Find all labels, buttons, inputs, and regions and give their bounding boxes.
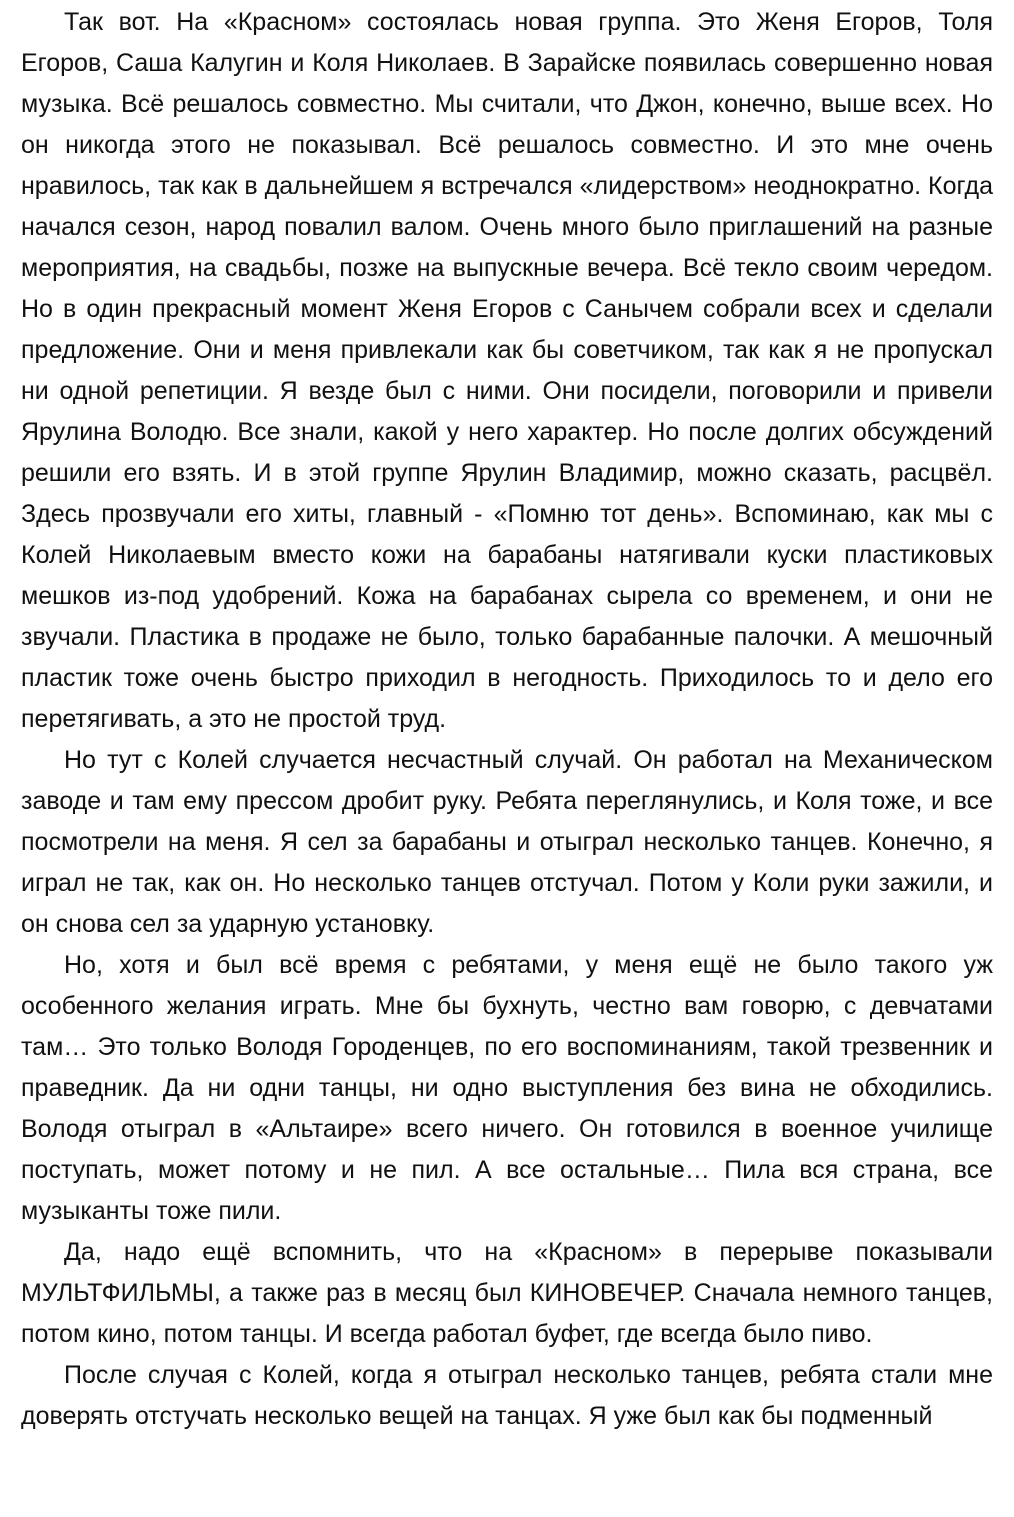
paragraph: После случая с Колей, когда я отыграл несколько танцев, ребята стали мне доверять отстучать несколько вещей на танцах. Я уже был как бы подменный (21, 1361, 993, 1430)
paragraph: Но, хотя и был всё время с ребятами, у меня ещё не было такого уж особенного желания играть. Мне бы бухнуть, честно вам говорю, с девчатами там… Это только Володя Городенцев, по его воспоминаниям, такой трезвенник и праведник. Да ни одни танцы, ни одно выступления без вина не обходились. Володя отыграл в «Альтаире» всего ничего. Он готовился в военное училище поступать, может потому и не пил. А все остальные… Пила вся страна, все музыканты тоже пили. (21, 951, 993, 1225)
paragraph: Так вот. На «Красном» состоялась новая группа. Это Женя Егоров, Толя Егоров, Саша Калугин и Коля Николаев. В Зарайске появилась совершенно новая музыка. Всё решалось совместно. Мы считали, что Джон, конечно, выше всех. Но он никогда этого не показывал. Всё решалось совместно. И это мне очень нравилось, так как в дальнейшем я встречался «лидерством» неоднократно. Когда начался сезон, народ повалил валом. Очень много было приглашений на разные мероприятия, на свадьбы, позже на выпускные вечера. Всё текло своим чередом. Но в один прекрасный момент Женя Егоров с Санычем собрали всех и сделали предложение. Они и меня привлекали как бы советчиком, так как я не пропускал ни одной репетиции. Я везде был с ними. Они посидели, поговорили и привели Ярулина Володю. Все знали, какой у него характер. Но после долгих обсуждений решили его взять. И в этой группе Ярулин Владимир, можно сказать, расцвёл. Здесь прозвучали его хиты, главный - «Помню тот день». Вспоминаю, как мы с Колей Николаевым вместо кожи на барабаны натягивали куски пластиковых мешков из-под удобрений. Кожа на барабанах сырела со временем, и они не звучали. Пластика в продаже не было, только барабанные палочки. А мешочный пластик тоже очень быстро приходил в негодность. Приходилось то и дело его перетягивать, а это не простой труд. (21, 8, 993, 733)
paragraph: Но тут с Колей случается несчастный случай. Он работал на Механическом заводе и там ему прессом дробит руку. Ребята переглянулись, и Коля тоже, и все посмотрели на меня. Я сел за барабаны и отыграл несколько танцев. Конечно, я играл не так, как он. Но несколько танцев отстучал. Потом у Коли руки зажили, и он снова сел за ударную установку. (21, 746, 993, 938)
document-page (21, 2, 993, 1437)
paragraph: Да, надо ещё вспомнить, что на «Красном» в перерыве показывали МУЛЬТФИЛЬМЫ, а также раз в месяц был КИНОВЕЧЕР. Сначала немного танцев, потом кино, потом танцы. И всегда работал буфет, где всегда было пиво. (21, 1238, 993, 1348)
